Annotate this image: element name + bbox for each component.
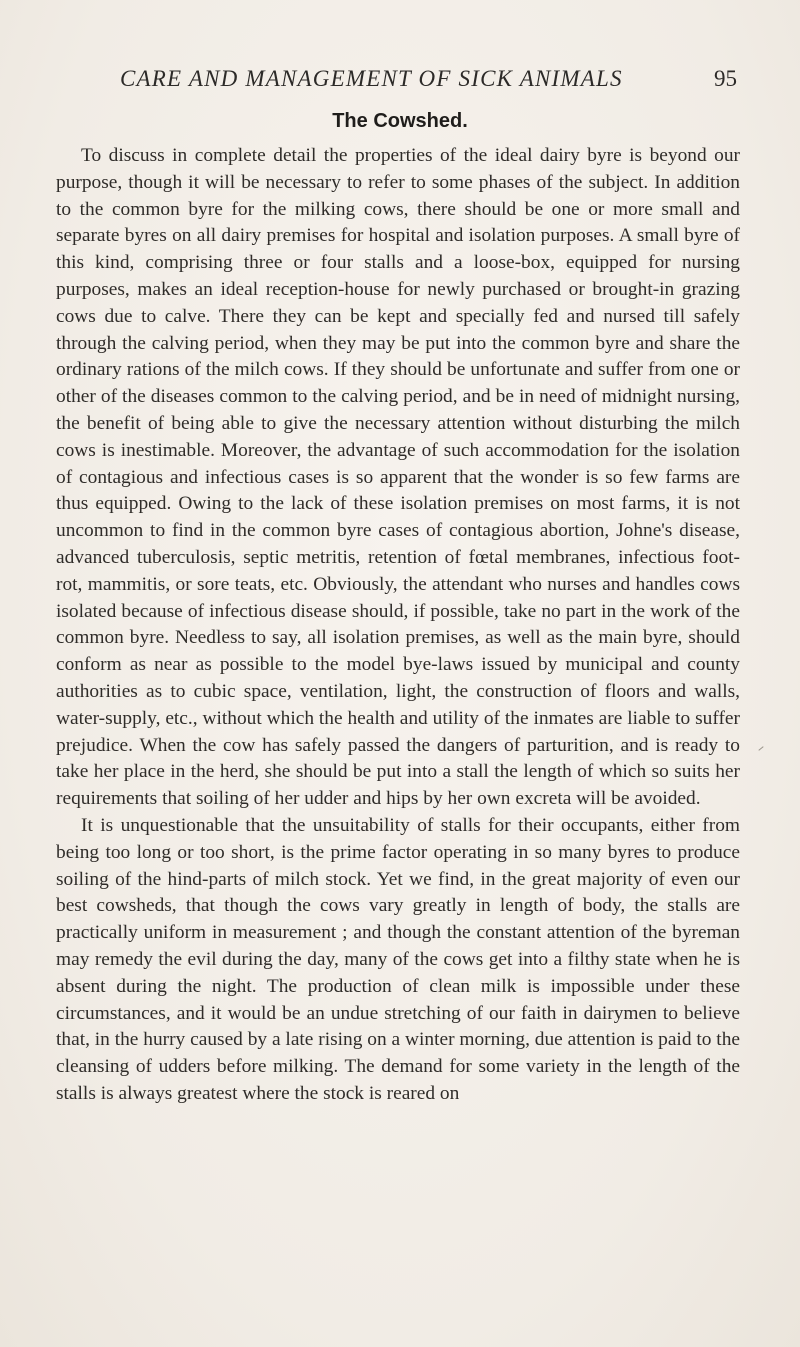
stray-pencil-mark (758, 746, 763, 751)
page-number: 95 (714, 66, 737, 91)
running-head-title: CARE AND MANAGEMENT OF SICK ANIMALS (120, 66, 623, 91)
section-title: The Cowshed. (332, 110, 468, 132)
paragraph: It is unquestionable that the unsuitability of stalls for their occupants, either from being too long or too short, is the prime factor operating in so many byres to produce soiling of the hind-parts of milch stock. Yet we find, in the great majority of even our best cowsheds, that though the cows vary greatly in length of body, the stalls are practically uniform in measurement ; and though the constant attention of the byreman may remedy the evil during the day, many of the cows get into a filthy state when he is absent during the night. The production of clean milk is impossible under these circumstances, and it would be an undue stretching of our faith in dairymen to believe that, in the hurry caused by a late rising on a winter morning, due attention is paid to the cleansing of udders before milking. The demand for some variety in the length of the stalls is always greatest where the stock is reared on (56, 814, 740, 1104)
paragraph: To discuss in complete detail the properties of the ideal dairy byre is beyond our purpose, though it will be necessary to refer to some phases of the subject. In addition to the common byre for the milking cows, there should be one or more small and separate byres on all dairy premises for hospital and isolation purposes. A small byre of this kind, comprising three or four stalls and a loose-box, equipped for nursing purposes, makes an ideal reception-house for newly purchased or brought-in grazing cows due to calve. There they can be kept and specially fed and nursed till safely through the calving period, when they may be put into the common byre and share the ordinary rations of the milch cows. If they should be unfortunate and suffer from one or other of the diseases common to the calving period, and be in need of midnight nursing, the benefit of being able to give the necessary attention without disturbing the milch cows is inestimable. Moreover, the advantage of such accommodation for the isolation of contagious and infectious cases is so apparent that the wonder is so few farms are thus equipped. Owing to the lack of these isolation premises on most farms, it is not uncommon to find in the common byre cases of contagious abortion, Johne's disease, advanced tuberculosis, septic metritis, retention of fœtal membranes, infectious foot-rot, mammitis, or sore teats, etc. Obviously, the attendant who nurses and handles cows isolated because of infectious disease should, if possible, take no part in the work of the common byre. Needless to say, all isolation premises, as well as the main byre, should conform as near as possible to the model bye-laws issued by municipal and county authorities as to cubic space, ventilation, light, the construction of floors and walls, water-supply, etc., without which the health and utility of the inmates are liable to suffer prejudice. When the cow has safely passed the dangers of parturition, and is ready to take her place in the herd, she should be put into a stall the length of which so suits her requirements that soiling of her udder and hips by her own excreta will be avoided. (56, 145, 740, 810)
body-text (56, 143, 740, 1108)
